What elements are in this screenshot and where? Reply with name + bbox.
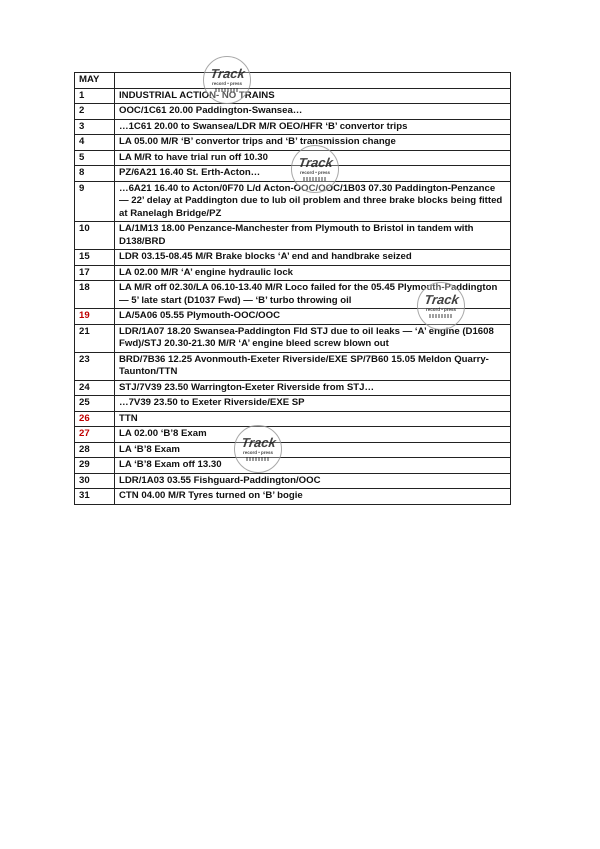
entry-cell: LDR/1A07 18.20 Swansea-Paddington Fld STJ due to oil leaks — ‘A’ engine (D1608 Fwd)/STJ 20.30-21.30 M/R ‘A’ engine bleed screw blown out xyxy=(115,324,511,352)
entry-cell: STJ/7V39 23.50 Warrington-Exeter Riverside from STJ… xyxy=(115,380,511,396)
svg-text:record • press: record • press xyxy=(211,81,243,86)
day-cell: 3 xyxy=(75,119,115,135)
entry-cell: LA/5A06 05.55 Plymouth-OOC/OOC xyxy=(115,309,511,325)
entry-cell: LA M/R off 02.30/LA 06.10-13.40 M/R Loco failed for the 05.45 Plymouth-Paddington — 5’ late start (D1037 Fwd) — ‘B’ turbo throwing oil xyxy=(115,281,511,309)
day-cell: 10 xyxy=(75,222,115,250)
svg-text:Track: Track xyxy=(297,155,334,170)
entry-cell: LA 02.00 ‘B’8 Exam xyxy=(115,427,511,443)
day-cell: 1 xyxy=(75,88,115,104)
day-cell: 5 xyxy=(75,150,115,166)
day-cell: 26 xyxy=(75,411,115,427)
entry-cell: …6A21 16.40 to Acton/0F70 L/d Acton-OOC/OOC/1B03 07.30 Paddington-Penzance — 22’ delay at Paddington due to lub oil problem and three brake blocks being fitted at Ranelagh Bridge/PZ xyxy=(115,181,511,222)
day-cell: 19 xyxy=(75,309,115,325)
svg-text:record • press: record • press xyxy=(242,450,274,455)
table-row xyxy=(75,396,511,412)
entry-cell: OOC/1C61 20.00 Paddington-Swansea… xyxy=(115,104,511,120)
day-cell: 8 xyxy=(75,166,115,182)
entry-cell: LA ‘B’8 Exam off 13.30 xyxy=(115,458,511,474)
entry-cell: …1C61 20.00 to Swansea/LDR M/R OEO/HFR ‘B’ convertor trips xyxy=(115,119,511,135)
day-cell: 25 xyxy=(75,396,115,412)
entry-cell: …7V39 23.50 to Exeter Riverside/EXE SP xyxy=(115,396,511,412)
table-row xyxy=(75,119,511,135)
day-cell: 17 xyxy=(75,265,115,281)
table-row xyxy=(75,380,511,396)
day-cell: 29 xyxy=(75,458,115,474)
day-cell: 27 xyxy=(75,427,115,443)
svg-text:Track: Track xyxy=(240,435,277,450)
entry-cell: BRD/7B36 12.25 Avonmouth-Exeter Riverside/EXE SP/7B60 15.05 Meldon Quarry-Taunton/TTN xyxy=(115,352,511,380)
day-cell: 30 xyxy=(75,473,115,489)
track-watermark-logo xyxy=(234,425,282,473)
table-row xyxy=(75,265,511,281)
entry-cell: LA 05.00 M/R ‘B’ convertor trips and ‘B’ transmission change xyxy=(115,135,511,151)
entry-cell: LA/1M13 18.00 Penzance-Manchester from Plymouth to Bristol in tandem with D138/BRD xyxy=(115,222,511,250)
entry-cell: TTN xyxy=(115,411,511,427)
table-row xyxy=(75,222,511,250)
svg-text:Track: Track xyxy=(423,292,460,307)
entry-cell: LDR/1A03 03.55 Fishguard-Paddington/OOC xyxy=(115,473,511,489)
entry-cell: PZ/6A21 16.40 St. Erth-Acton… xyxy=(115,166,511,182)
day-cell: 15 xyxy=(75,250,115,266)
day-cell: 31 xyxy=(75,489,115,505)
entry-cell: LA ‘B’8 Exam xyxy=(115,442,511,458)
table-row xyxy=(75,411,511,427)
day-cell: 28 xyxy=(75,442,115,458)
entry-cell: INDUSTRIAL ACTION- NO TRAINS xyxy=(115,88,511,104)
table-row xyxy=(75,250,511,266)
svg-text:Track: Track xyxy=(209,66,246,81)
table-row xyxy=(75,489,511,505)
day-cell: 24 xyxy=(75,380,115,396)
header-blank-cell xyxy=(115,73,511,89)
day-cell: 9 xyxy=(75,181,115,222)
table-row xyxy=(75,458,511,474)
day-cell: 18 xyxy=(75,281,115,309)
day-cell: 2 xyxy=(75,104,115,120)
svg-text:record • press: record • press xyxy=(299,170,331,175)
entry-cell: LA M/R to have trial run off 10.30 xyxy=(115,150,511,166)
entry-cell: CTN 04.00 M/R Tyres turned on ‘B’ bogie xyxy=(115,489,511,505)
track-watermark-logo xyxy=(203,56,251,104)
table-row xyxy=(75,352,511,380)
table-row xyxy=(75,473,511,489)
table-row xyxy=(75,427,511,443)
table-row xyxy=(75,442,511,458)
table-row xyxy=(75,104,511,120)
svg-text:record • press: record • press xyxy=(425,307,457,312)
track-watermark-logo xyxy=(291,145,339,193)
entry-cell: LDR 03.15-08.45 M/R Brake blocks ‘A’ end and handbrake seized xyxy=(115,250,511,266)
table-header-row xyxy=(75,73,511,89)
day-cell: 4 xyxy=(75,135,115,151)
month-heading: MAY xyxy=(75,73,115,89)
day-cell: 21 xyxy=(75,324,115,352)
table-row xyxy=(75,88,511,104)
day-cell: 23 xyxy=(75,352,115,380)
track-watermark-logo xyxy=(417,282,465,330)
entry-cell: LA 02.00 M/R ‘A’ engine hydraulic lock xyxy=(115,265,511,281)
